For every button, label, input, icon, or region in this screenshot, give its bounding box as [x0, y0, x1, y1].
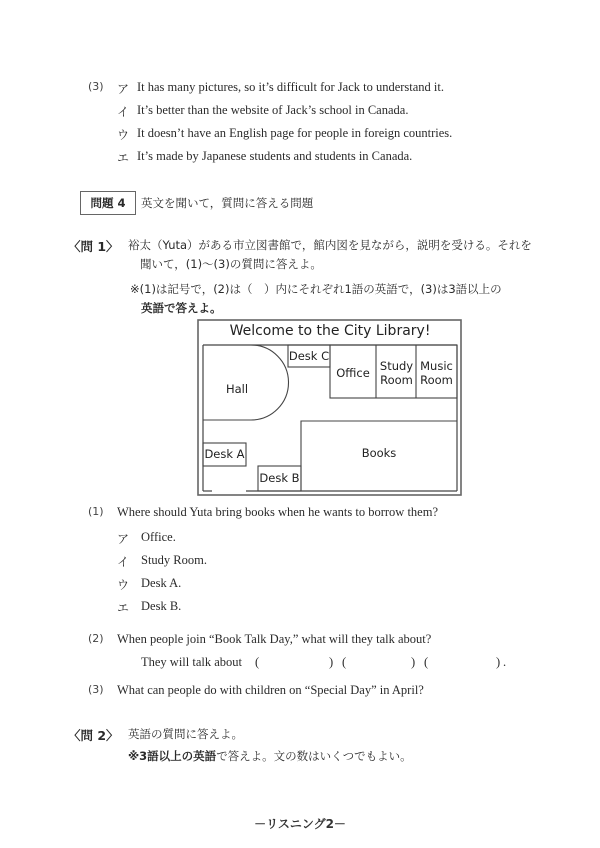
- option-text: Desk A.: [141, 576, 182, 590]
- option-mark: エ: [117, 601, 130, 615]
- question-2-note: [128, 748, 412, 764]
- map-label-office: Office: [336, 366, 370, 380]
- sub-question-text: What can people do with children on “Special Day” in April?: [117, 683, 424, 697]
- answer-prefix: They will talk about: [141, 655, 243, 669]
- option-mark: ウ: [117, 128, 130, 142]
- blank-1-close: ): [329, 655, 334, 669]
- answer-end: .: [503, 655, 507, 669]
- option-mark: ウ: [117, 578, 130, 592]
- map-label-hall: Hall: [225, 382, 249, 396]
- map-title: Welcome to the City Library!: [229, 323, 431, 339]
- map-label-desk-c: Desk C: [288, 349, 330, 363]
- map-label-books: Books: [361, 446, 397, 460]
- blank-2-close: ): [411, 655, 416, 669]
- page-footer: －リスニング2－: [254, 817, 346, 831]
- option-text: It’s made by Japanese students and students in Canada.: [137, 149, 413, 163]
- question-1-intro: 裕太（Yuta）がある市立図書館で，館内図を見ながら，説明を受ける。それを: [128, 238, 532, 252]
- map-label-study-room: Study Room: [379, 359, 414, 387]
- sub-question-number: (3): [88, 683, 104, 696]
- question-2-text: 英語の質問に答えよ。: [128, 727, 243, 741]
- blank-2-open: (: [342, 655, 347, 669]
- option-mark: イ: [117, 555, 130, 569]
- map-label-music-room: Music Room: [420, 359, 453, 387]
- map-label-desk-b: Desk B: [259, 471, 300, 485]
- option-text: Desk B.: [141, 599, 182, 613]
- library-floor-map: [196, 318, 464, 498]
- option-mark: ア: [117, 82, 130, 96]
- map-label-desk-a: Desk A: [204, 447, 245, 461]
- question-2-note-rest: で答えよ。文の数はいくつでもよい。: [216, 749, 412, 763]
- option-mark: イ: [117, 105, 130, 119]
- blank-3-close: ): [496, 655, 501, 669]
- sub-question-number: (1): [88, 505, 104, 518]
- option-text: It doesn’t have an English page for people in foreign countries.: [137, 126, 453, 140]
- part3-number: (3): [88, 80, 104, 93]
- blank-3-field[interactable]: [431, 655, 493, 669]
- option-text: Study Room.: [141, 553, 207, 567]
- sub-question-text: When people join “Book Talk Day,” what will they talk about?: [117, 632, 432, 646]
- blank-1-open: (: [255, 655, 260, 669]
- sub-question-number: (2): [88, 632, 104, 645]
- blank-1-field[interactable]: [262, 655, 326, 669]
- option-mark: エ: [117, 151, 130, 165]
- question-1-label: 〈問 1〉: [68, 239, 119, 254]
- section-title: 英文を聞いて，質問に答える問題: [141, 196, 314, 210]
- option-text: It has many pictures, so it’s difficult for Jack to understand it.: [137, 80, 445, 94]
- option-text: It’s better than the website of Jack’s school in Canada.: [137, 103, 409, 117]
- sub-question-text: Where should Yuta bring books when he wants to borrow them?: [117, 505, 438, 519]
- option-mark: ア: [117, 532, 130, 546]
- blank-3-open: (: [424, 655, 429, 669]
- question-1-note: ※(1)は記号で，(2)は（ ）内にそれぞれ1語の英語で，(3)は3語以上の: [130, 282, 502, 296]
- question-2-note-bold: ※3語以上の英語: [128, 749, 217, 763]
- question-2-label: 〈問 2〉: [68, 728, 119, 743]
- option-text: Office.: [141, 530, 176, 544]
- question-1-intro-cont: 聞いて，(1)～(3)の質問に答えよ。: [140, 257, 322, 271]
- blank-2-field[interactable]: [349, 655, 409, 669]
- question-1-note-cont: 英語で答えよ。: [141, 301, 222, 315]
- section-label: 問題 4: [80, 191, 136, 215]
